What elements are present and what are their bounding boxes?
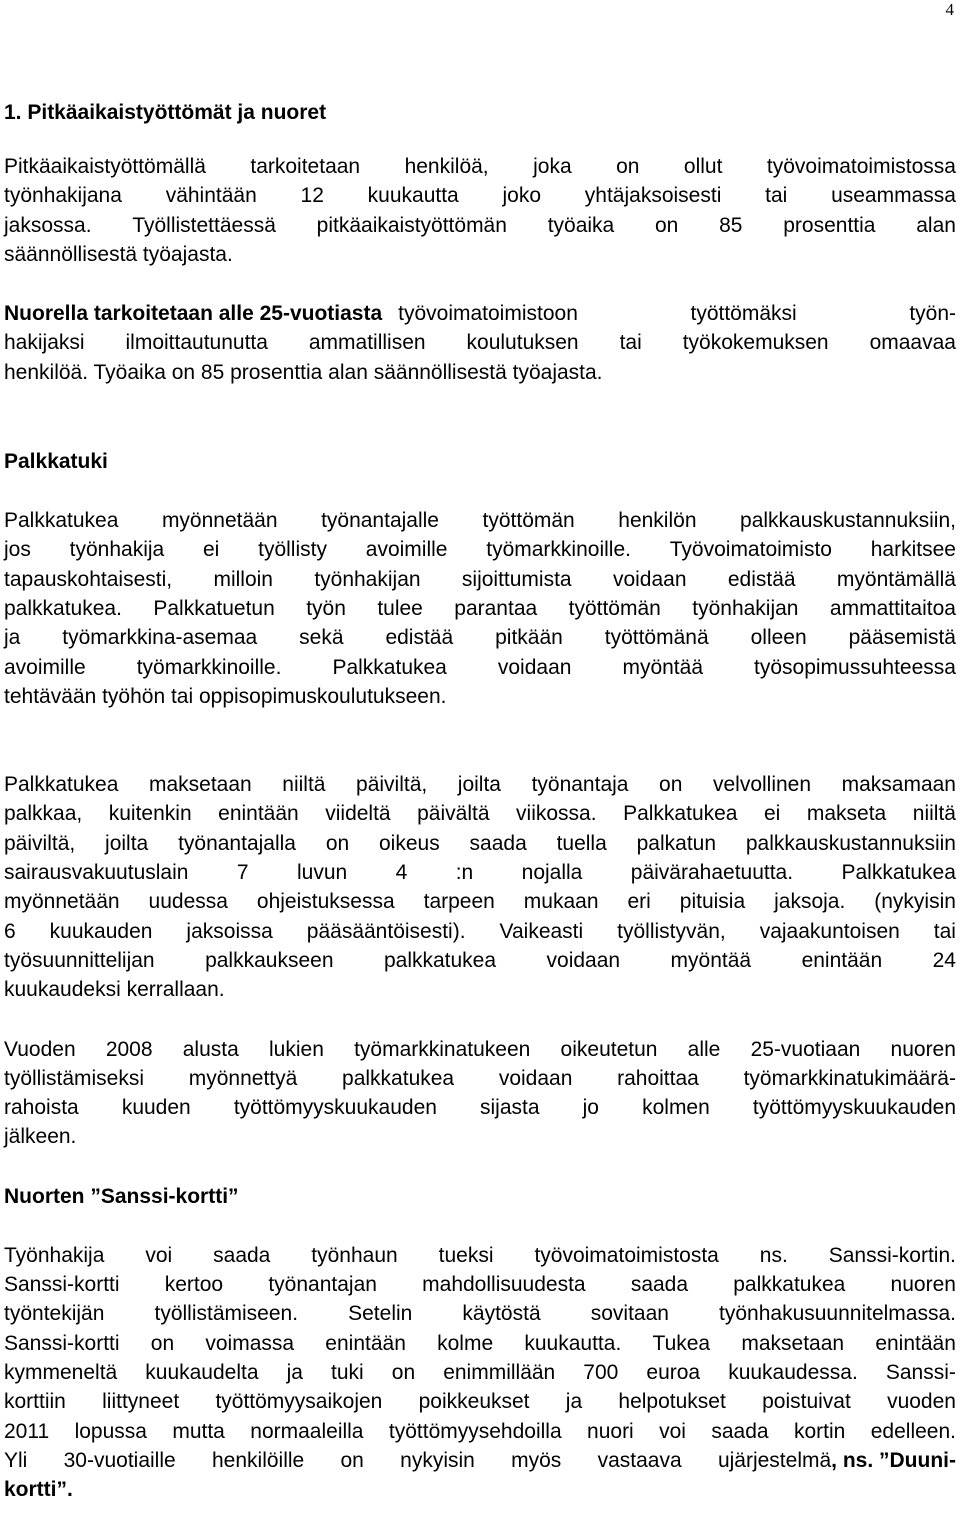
word: työnhakijana <box>4 184 122 208</box>
word: työaika <box>547 213 615 237</box>
word: nuori <box>587 1419 634 1443</box>
word: kolme <box>437 1331 494 1355</box>
word: palkatun <box>636 831 717 855</box>
word: työttömyysehdoilla <box>388 1419 562 1443</box>
word: enintään <box>325 1331 406 1355</box>
word: pitkäaikaistyöttömän <box>316 213 507 237</box>
word: 4 <box>395 861 408 885</box>
text-line <box>4 181 956 210</box>
word: Tukea <box>652 1331 711 1355</box>
word: Sanssi- <box>885 1360 956 1384</box>
word: joka <box>533 155 572 178</box>
word: myönnettyä <box>188 1066 298 1090</box>
word: Palkkatukea <box>332 655 447 679</box>
word: on <box>391 1360 416 1384</box>
word: jos <box>4 538 31 562</box>
word: on <box>340 1448 364 1472</box>
word: vähintään <box>165 184 257 208</box>
word: ammattitaitoa <box>829 596 956 620</box>
text-line: säännöllisestä työajasta. <box>4 242 233 266</box>
word: Sanssi-kortti <box>4 1273 120 1297</box>
word: maksetaan <box>148 773 252 797</box>
word: nuoren <box>890 1273 956 1297</box>
word: niiltä <box>912 802 956 826</box>
word: tuella <box>556 831 607 855</box>
text-line <box>4 1035 956 1064</box>
word: Työnhakija <box>4 1243 105 1267</box>
word: normaaleilla <box>250 1419 364 1443</box>
word: kuitenkin <box>108 802 192 826</box>
word: sekä <box>299 626 344 650</box>
page-number: 4 <box>945 0 954 19</box>
word: ja <box>565 1390 583 1414</box>
word: palkkaa, <box>4 802 83 826</box>
word: ei <box>202 538 220 562</box>
word: tapauskohtaisesti, <box>4 567 173 591</box>
word: työttömänä <box>604 626 709 650</box>
word: saada <box>711 1419 769 1443</box>
word: avoimille <box>4 655 86 679</box>
text-line <box>4 211 956 240</box>
word: voidaan <box>546 948 621 972</box>
word: jo <box>582 1096 599 1120</box>
word: myöntää <box>622 655 703 679</box>
word: sijasta <box>480 1096 540 1120</box>
word: tarpeen <box>423 890 495 914</box>
word: 700 <box>583 1360 619 1384</box>
word: euroa <box>646 1360 701 1384</box>
word: alusta <box>182 1037 239 1061</box>
text-line <box>4 1299 956 1328</box>
word: työllisty <box>258 538 327 562</box>
word: työnhakija <box>69 538 165 562</box>
text-line <box>4 594 956 623</box>
text-line: kortti”. <box>4 1478 73 1502</box>
text-line: tehtävään työhön tai oppisopimuskoulutukseen. <box>4 684 447 708</box>
word: kuuden <box>121 1096 191 1120</box>
word: työvoimatoimistossa <box>766 155 956 178</box>
word: 30-vuotiaille <box>63 1448 176 1472</box>
word: nykyisin <box>400 1448 475 1472</box>
word: joilta <box>457 773 501 797</box>
word: omaavaa <box>869 331 956 355</box>
word: voidaan <box>497 655 572 679</box>
paragraph-pitkaaikaistyottomat <box>4 152 956 269</box>
word: palkkaukseen <box>205 948 334 972</box>
word: mahdollisuudesta <box>422 1273 586 1297</box>
word: rahoittaa <box>617 1066 699 1090</box>
word: enimmillään <box>443 1360 556 1384</box>
word: työsuunnittelijan <box>4 948 155 972</box>
text-line <box>4 565 956 594</box>
word: 25-vuotiaan <box>750 1037 861 1061</box>
word: olleen <box>750 626 807 650</box>
word: kymmeneltä <box>4 1360 118 1384</box>
word: on <box>616 155 640 178</box>
word: viikossa. <box>516 802 597 826</box>
word: ja <box>4 626 21 650</box>
word: Palkkatukea <box>623 802 738 826</box>
word: voimassa <box>205 1331 295 1355</box>
text-line <box>4 328 956 357</box>
word: mukaan <box>523 890 599 914</box>
word: eri <box>627 890 651 914</box>
word: edelleen. <box>870 1419 956 1443</box>
word: makseta <box>806 802 887 826</box>
word: palkkatukea <box>342 1066 455 1090</box>
word: 12 <box>300 184 324 208</box>
text-line <box>4 535 956 564</box>
word: on <box>150 1331 175 1355</box>
text-line <box>4 1446 956 1475</box>
word: kuukaudelta <box>145 1360 259 1384</box>
word: Työvoimatoimisto <box>669 538 832 562</box>
word: velvollinen <box>712 773 812 797</box>
word: 85 <box>719 213 743 237</box>
word: ammatillisen <box>308 331 426 355</box>
word: työnhaun <box>311 1243 398 1267</box>
word: sairausvakuutuslain <box>4 861 189 885</box>
word: ns. <box>759 1243 788 1267</box>
word: ujärjestelmä <box>717 1448 832 1472</box>
word: Vuoden <box>4 1037 76 1061</box>
text-line <box>4 829 956 858</box>
word: avoimille <box>365 538 448 562</box>
word: yhtäjaksoisesti <box>584 184 722 208</box>
word: työnantajan <box>268 1273 377 1297</box>
word: henkilöille <box>211 1448 305 1472</box>
word: kertoo <box>164 1273 224 1297</box>
word: työttömyyskuukauden <box>233 1096 437 1120</box>
paragraph-sanssi <box>4 1241 956 1505</box>
word: 2008 <box>105 1037 153 1061</box>
text-line <box>4 623 956 652</box>
word: työnantajalle <box>321 509 439 533</box>
text-line: jälkeen. <box>4 1125 77 1149</box>
word: on <box>325 831 350 855</box>
word: työnhakusuunnitelmassa. <box>719 1302 956 1326</box>
line-rest <box>398 299 956 328</box>
word: palkkatukea. <box>4 596 122 620</box>
word: työmarkkina-asemaa <box>62 626 258 650</box>
word: tueksi <box>438 1243 494 1267</box>
word: työllistämiseen. <box>154 1302 299 1326</box>
word: myönnetään <box>161 509 278 533</box>
text-line <box>4 1387 956 1416</box>
word: saada <box>213 1243 271 1267</box>
word: on <box>655 213 679 237</box>
word: Palkkatuetun <box>153 596 275 620</box>
word: voi <box>659 1419 686 1443</box>
word: myönnetään <box>4 890 120 914</box>
word: voi <box>145 1243 173 1267</box>
text-line <box>4 887 956 916</box>
word: ilmoittautunutta <box>125 331 268 355</box>
text-line <box>4 917 956 946</box>
word: enintään <box>801 948 883 972</box>
word: koulutuksen <box>466 331 579 355</box>
word: vuoden <box>887 1390 956 1414</box>
word: alan <box>916 213 956 237</box>
word: työllistämiseksi <box>4 1066 145 1090</box>
word: tai <box>933 919 956 943</box>
bold-lead: Nuorella tarkoitetaan alle 25-vuotiasta <box>4 302 383 326</box>
word: päivältä <box>417 802 490 826</box>
heading-sanssi-kortti: Nuorten ”Sanssi-kortti” <box>4 1184 239 1208</box>
word: työnhakijan <box>692 596 799 620</box>
word: tarkoitetaan <box>250 155 361 178</box>
word: myös <box>511 1448 562 1472</box>
word: Palkkatukea <box>4 509 119 533</box>
word: työvoimatoimistoon <box>398 302 578 326</box>
word: sovitaan <box>590 1302 669 1326</box>
word: Palkkatukea <box>4 773 119 797</box>
word: ollut <box>683 155 723 178</box>
word: joko <box>502 184 542 208</box>
word: myöntää <box>670 948 752 972</box>
paragraph-nuorella <box>4 299 956 387</box>
text-line <box>4 799 956 828</box>
word: kolmen <box>642 1096 710 1120</box>
word: Vaikeasti <box>499 919 584 943</box>
text-line <box>4 770 956 799</box>
word: prosenttia <box>783 213 876 237</box>
word: nojalla <box>521 861 583 885</box>
word: palkkauskustannuksiin, <box>740 509 956 533</box>
word: Sanssi-kortin. <box>828 1243 956 1267</box>
word: harkitsee <box>870 538 956 562</box>
word: työmarkkinatukimäärä- <box>743 1066 956 1090</box>
section-title: 1. Pitkäaikaistyöttömät ja nuoret <box>4 101 327 124</box>
word: Palkkatukea <box>841 861 956 885</box>
word: kortin <box>793 1419 846 1443</box>
word: työn- <box>909 302 956 326</box>
word: työttömäksi <box>690 302 797 326</box>
word: päivärahaetuutta. <box>630 861 794 885</box>
word: työllistyvän, <box>617 919 726 943</box>
text-line <box>4 506 956 535</box>
heading-palkkatuki: Palkkatuki <box>4 450 108 474</box>
word: työnantajalla <box>178 831 296 855</box>
word: ohjeistuksessa <box>256 890 395 914</box>
document-body <box>4 98 956 1504</box>
word: työttömyyskuukauden <box>752 1096 956 1120</box>
line-text <box>4 1446 831 1475</box>
word: työkokemuksen <box>682 331 829 355</box>
bold-tail: , ns. ”Duuni- <box>831 1448 956 1472</box>
word: henkilöä, <box>404 155 489 178</box>
word: työttömyysaikojen <box>215 1390 383 1414</box>
word: tai <box>619 331 642 355</box>
word: jaksossa. <box>4 213 92 237</box>
word: tuki <box>331 1360 364 1384</box>
word: Yli <box>4 1448 28 1472</box>
word: oikeutetun <box>560 1037 658 1061</box>
word: maksetaan <box>741 1331 845 1355</box>
word: Työllistettäessä <box>132 213 276 237</box>
text-line <box>4 1270 956 1299</box>
text-line <box>4 1358 956 1387</box>
word: Pitkäaikaistyöttömällä <box>4 155 206 178</box>
word: rahoista <box>4 1096 79 1120</box>
word: päiviltä, <box>4 831 76 855</box>
word: kuukautta <box>367 184 459 208</box>
word: palkkauskustannuksiin <box>745 831 956 855</box>
text-line <box>4 1093 956 1122</box>
word: työntekijän <box>4 1302 105 1326</box>
word: työttömän <box>568 596 661 620</box>
word: ei <box>764 802 781 826</box>
word: useammassa <box>831 184 956 208</box>
paragraph-palkkatukea-myonnetaan <box>4 506 956 711</box>
word: Sanssi-kortti <box>4 1331 120 1355</box>
word: myöntämällä <box>836 567 956 591</box>
text-line <box>4 653 956 682</box>
text-line <box>4 1417 956 1446</box>
word: kuukaudessa. <box>728 1360 858 1384</box>
text-line <box>4 299 956 328</box>
word: lukien <box>269 1037 324 1061</box>
word: 6 <box>4 919 16 943</box>
word: oikeus <box>379 831 440 855</box>
word: työnantaja <box>531 773 629 797</box>
word: niiltä <box>282 773 326 797</box>
word: joilta <box>105 831 149 855</box>
text-line <box>4 1329 956 1358</box>
word: (nykyisin <box>874 890 956 914</box>
word: tulee <box>377 596 423 620</box>
text-line: henkilöä. Työaika on 85 prosenttia alan säännöllisestä työajasta. <box>4 360 603 384</box>
word: saada <box>630 1273 689 1297</box>
word: työmarkkinoille. <box>486 538 631 562</box>
paragraph-vuoden-2008 <box>4 1035 956 1152</box>
word: luvun <box>296 861 348 885</box>
text-line <box>4 946 956 975</box>
text-line: kuukaudeksi kerrallaan. <box>4 978 225 1002</box>
word: 7 <box>236 861 249 885</box>
word: nuoren <box>890 1037 956 1061</box>
word: työmarkkinatukeen <box>354 1037 531 1061</box>
text-line <box>4 152 956 181</box>
word: 24 <box>932 948 956 972</box>
word: helpotukset <box>618 1390 726 1414</box>
word: pituisia <box>679 890 746 914</box>
word: henkilön <box>618 509 697 533</box>
word: 2011 <box>4 1419 50 1443</box>
word: on <box>659 773 683 797</box>
word: uudessa <box>148 890 228 914</box>
word: työsopimussuhteessa <box>754 655 956 679</box>
word: parantaa <box>454 596 538 620</box>
word: sijoittumista <box>461 567 572 591</box>
word: ja <box>286 1360 303 1384</box>
word: korttiin <box>4 1390 66 1414</box>
word: edistää <box>727 567 796 591</box>
word: milloin <box>213 567 273 591</box>
text-line <box>4 1064 956 1093</box>
word: kuukautta. <box>524 1331 622 1355</box>
word: poikkeukset <box>418 1390 530 1414</box>
word: liittyneet <box>102 1390 180 1414</box>
word: enintään <box>218 802 299 826</box>
word: jaksoissa <box>186 919 273 943</box>
word: pääsääntöisesti). <box>306 919 466 943</box>
text-line <box>4 1241 956 1270</box>
word: jaksoja. <box>774 890 846 914</box>
word: :n <box>455 861 474 885</box>
word: tai <box>765 184 788 208</box>
word: edistää <box>385 626 454 650</box>
word: vastaava <box>597 1448 682 1472</box>
word: käytöstä <box>462 1302 541 1326</box>
word: palkkatukea <box>383 948 497 972</box>
word: pitkään <box>495 626 563 650</box>
word: työnhakijan <box>314 567 421 591</box>
word: poistuivat <box>762 1390 851 1414</box>
text-line <box>4 858 956 887</box>
word: hakijaksi <box>4 331 85 355</box>
word: lopussa <box>74 1419 147 1443</box>
word: maksamaan <box>841 773 956 797</box>
word: kuukauden <box>49 919 153 943</box>
word: Setelin <box>348 1302 413 1326</box>
word: voidaan <box>612 567 687 591</box>
word: työvoimatoimistosta <box>534 1243 719 1267</box>
word: työn <box>306 596 346 620</box>
word: voidaan <box>498 1066 573 1090</box>
word: palkkatukea <box>733 1273 846 1297</box>
word: enintään <box>875 1331 956 1355</box>
word: päiviltä, <box>356 773 428 797</box>
word: pääsemistä <box>848 626 956 650</box>
word: saada <box>469 831 527 855</box>
word: työmarkkinoille. <box>136 655 282 679</box>
word: työttömän <box>482 509 575 533</box>
paragraph-palkkatukea-maksetaan <box>4 770 956 1004</box>
word: viideltä <box>325 802 391 826</box>
word: vajaakuntoisen <box>759 919 900 943</box>
word: alle <box>687 1037 721 1061</box>
word: mutta <box>172 1419 225 1443</box>
